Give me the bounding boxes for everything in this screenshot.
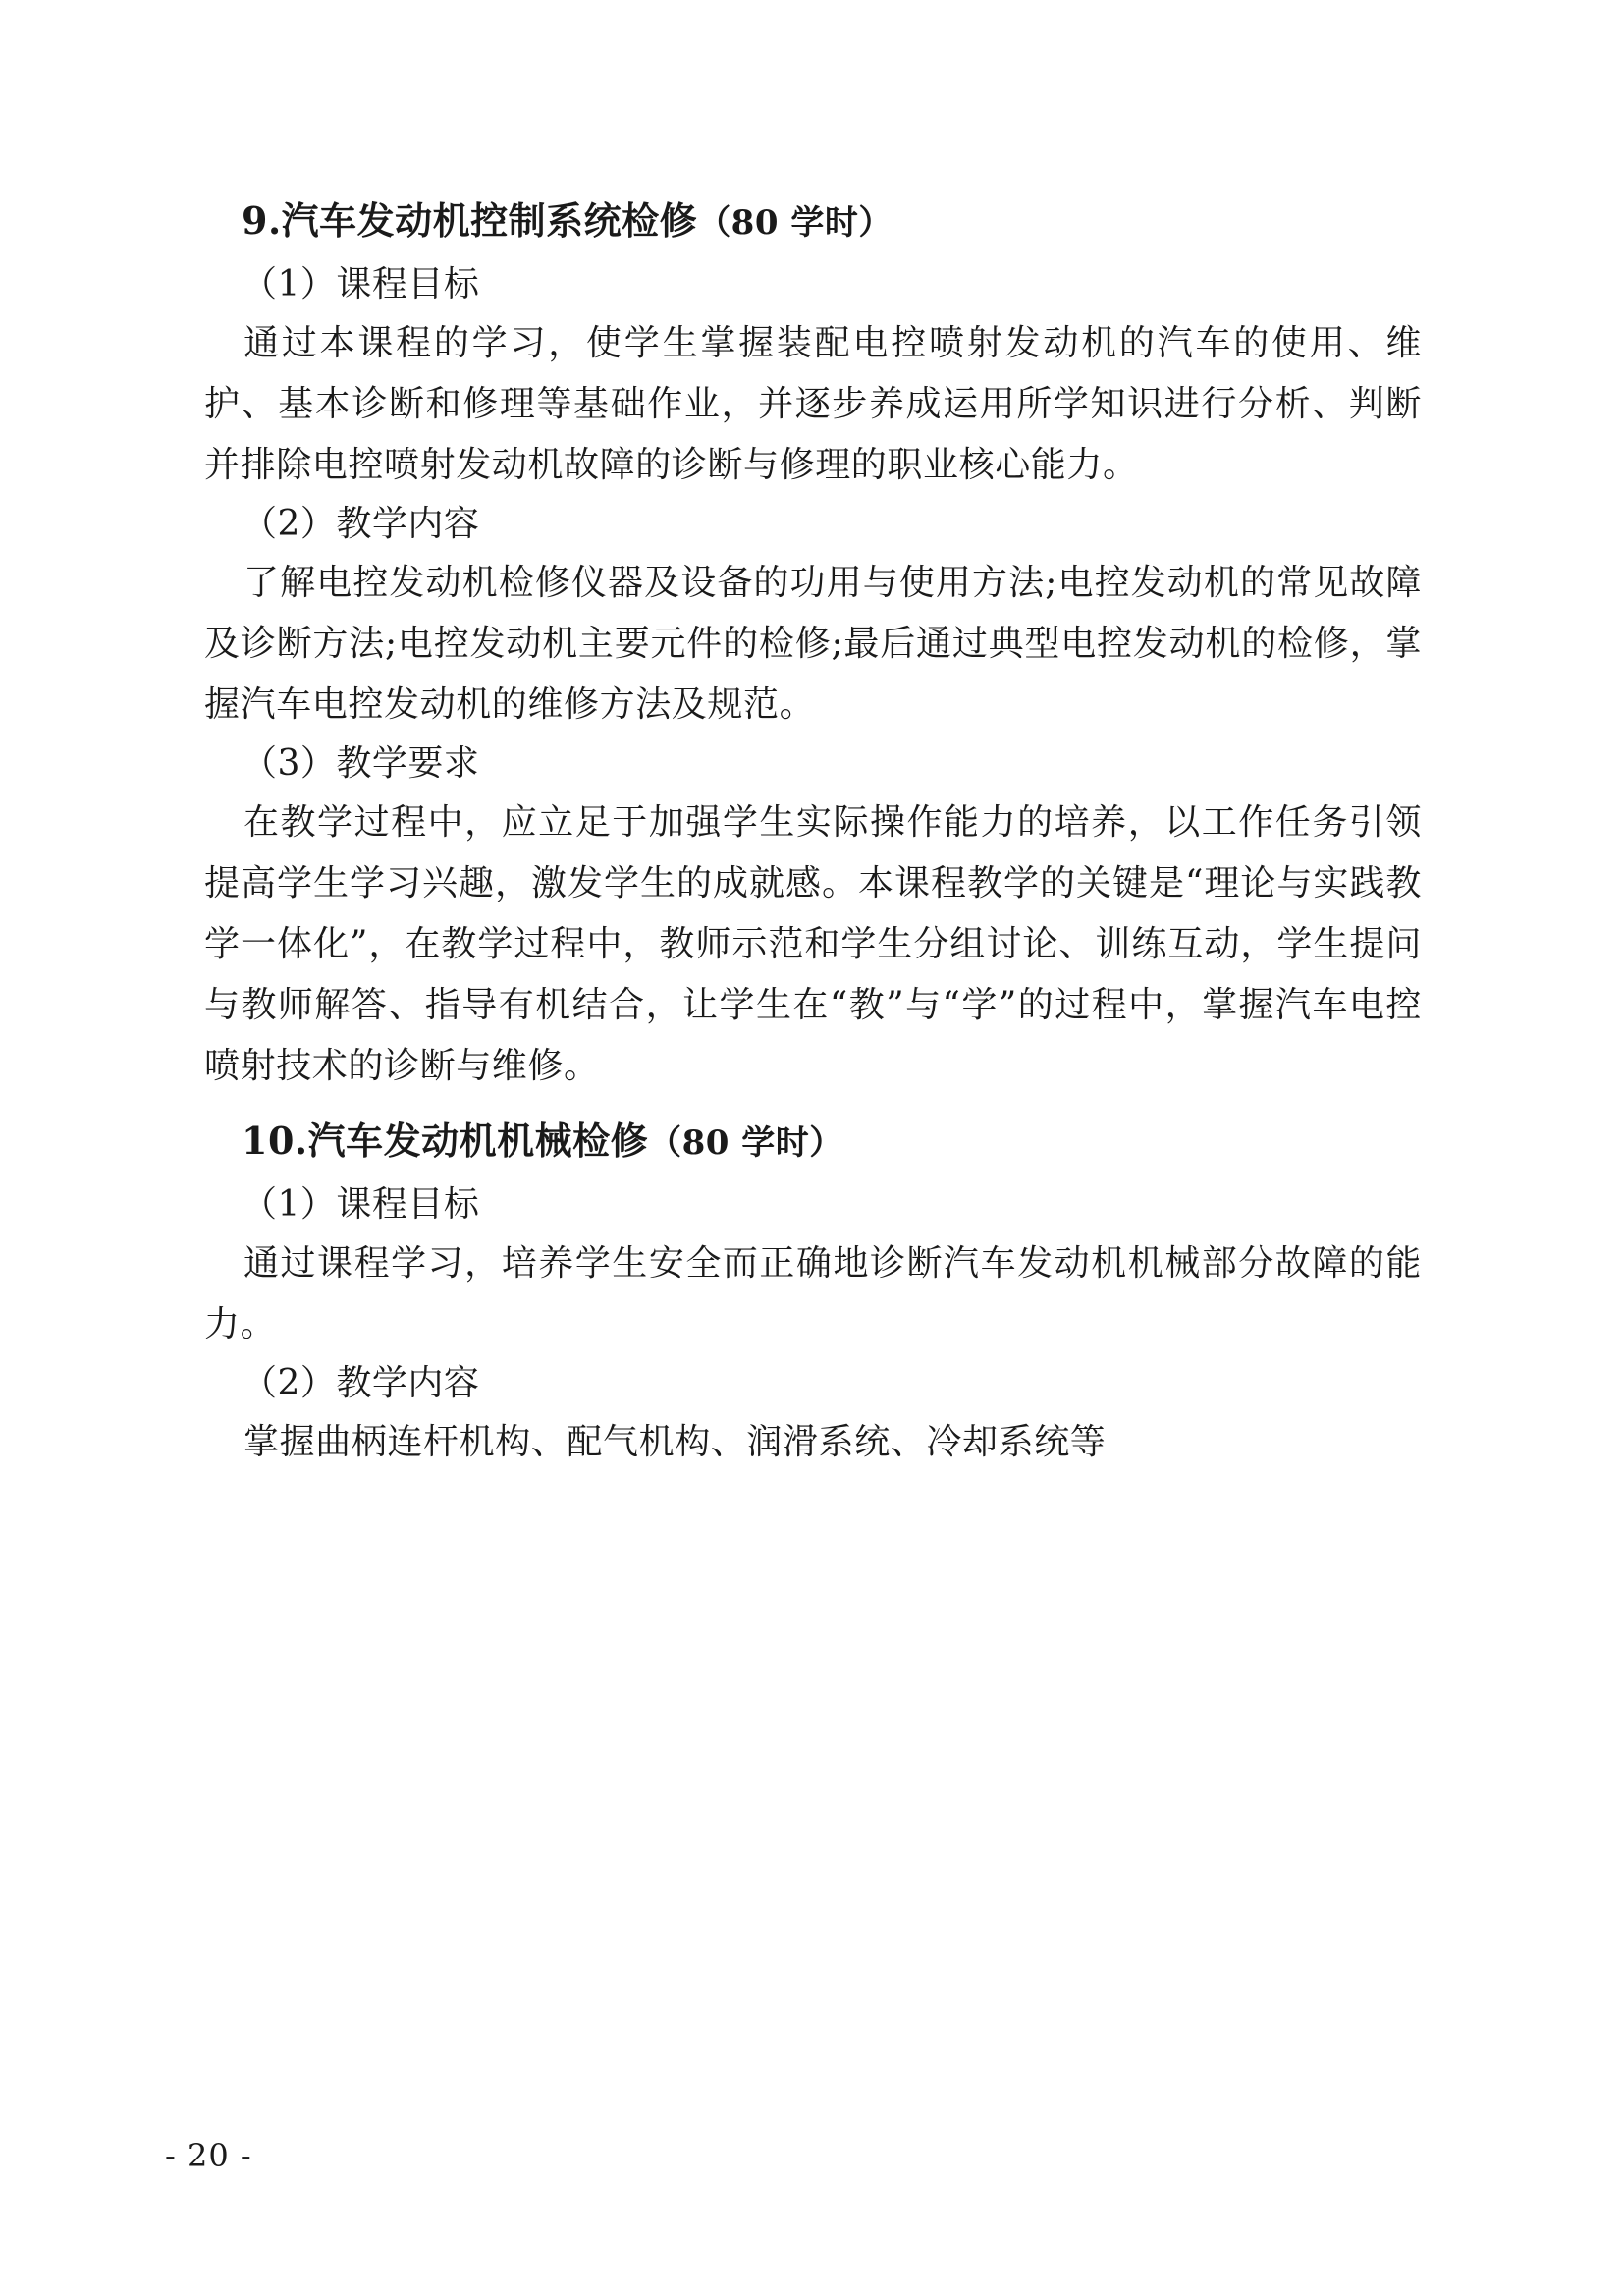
- section-10-item-1-body: 通过课程学习，培养学生安全而正确地诊断汽车发动机机械部分故障的能力。: [204, 1243, 1422, 1344]
- section-10-item-2-body: 掌握曲柄连杆机构、配气机构、润滑系统、冷却系统等: [243, 1422, 1107, 1463]
- section-spacer: [204, 1099, 1422, 1113]
- page-number: - 20 -: [165, 2137, 252, 2174]
- section-10-heading: [204, 1113, 1422, 1171]
- section-9-hours: （80 学时）: [697, 203, 893, 243]
- section-9-title: 汽车发动机控制系统检修: [281, 198, 698, 243]
- section-9-item-3-label: （3）教学要求: [242, 742, 480, 784]
- section-9-item-2-label: （2）教学内容: [242, 503, 480, 544]
- section-9: [204, 192, 1422, 1097]
- page-footer: [165, 2137, 1422, 2174]
- section-9-item-3-body: 在教学过程中，应立足于加强学生实际操作能力的培养，以工作任务引领提高学生学习兴趣，激发学生的成就感。本课程教学的关键是“理论与实践教学一体化”，在教学过程中，教师示范和学生分组讨论、训练互动，学生提问与教师解答、指导有机结合，让学生在“教”与“学”的过程中，掌握汽车电控喷射技术的诊断与维修。: [204, 802, 1422, 1086]
- section-10-item-1-label: （1）课程目标: [242, 1183, 480, 1225]
- section-10-item-2-label: （2）教学内容: [242, 1362, 480, 1403]
- section-9-item-1-label: （1）课程目标: [242, 263, 480, 304]
- section-10: [204, 1113, 1422, 1473]
- section-10-number: 10.: [242, 1118, 308, 1163]
- section-10-title: 汽车发动机机械检修: [307, 1118, 649, 1163]
- section-10-hours: （80 学时）: [648, 1122, 843, 1163]
- page-content: [204, 192, 1422, 1475]
- section-9-item-2-body: 了解电控发动机检修仪器及设备的功用与使用方法;电控发动机的常见故障及诊断方法;电控发动机主要元件的检修;最后通过典型电控发动机的检修，掌握汽车电控发动机的维修方法及规范。: [204, 563, 1422, 726]
- section-9-number: 9.: [242, 198, 282, 243]
- section-9-heading: [204, 192, 1422, 250]
- section-9-item-1-body: 通过本课程的学习，使学生掌握装配电控喷射发动机的汽车的使用、维护、基本诊断和修理等基础作业，并逐步养成运用所学知识进行分析、判断并排除电控喷射发动机故障的诊断与修理的职业核心能力。: [204, 323, 1422, 486]
